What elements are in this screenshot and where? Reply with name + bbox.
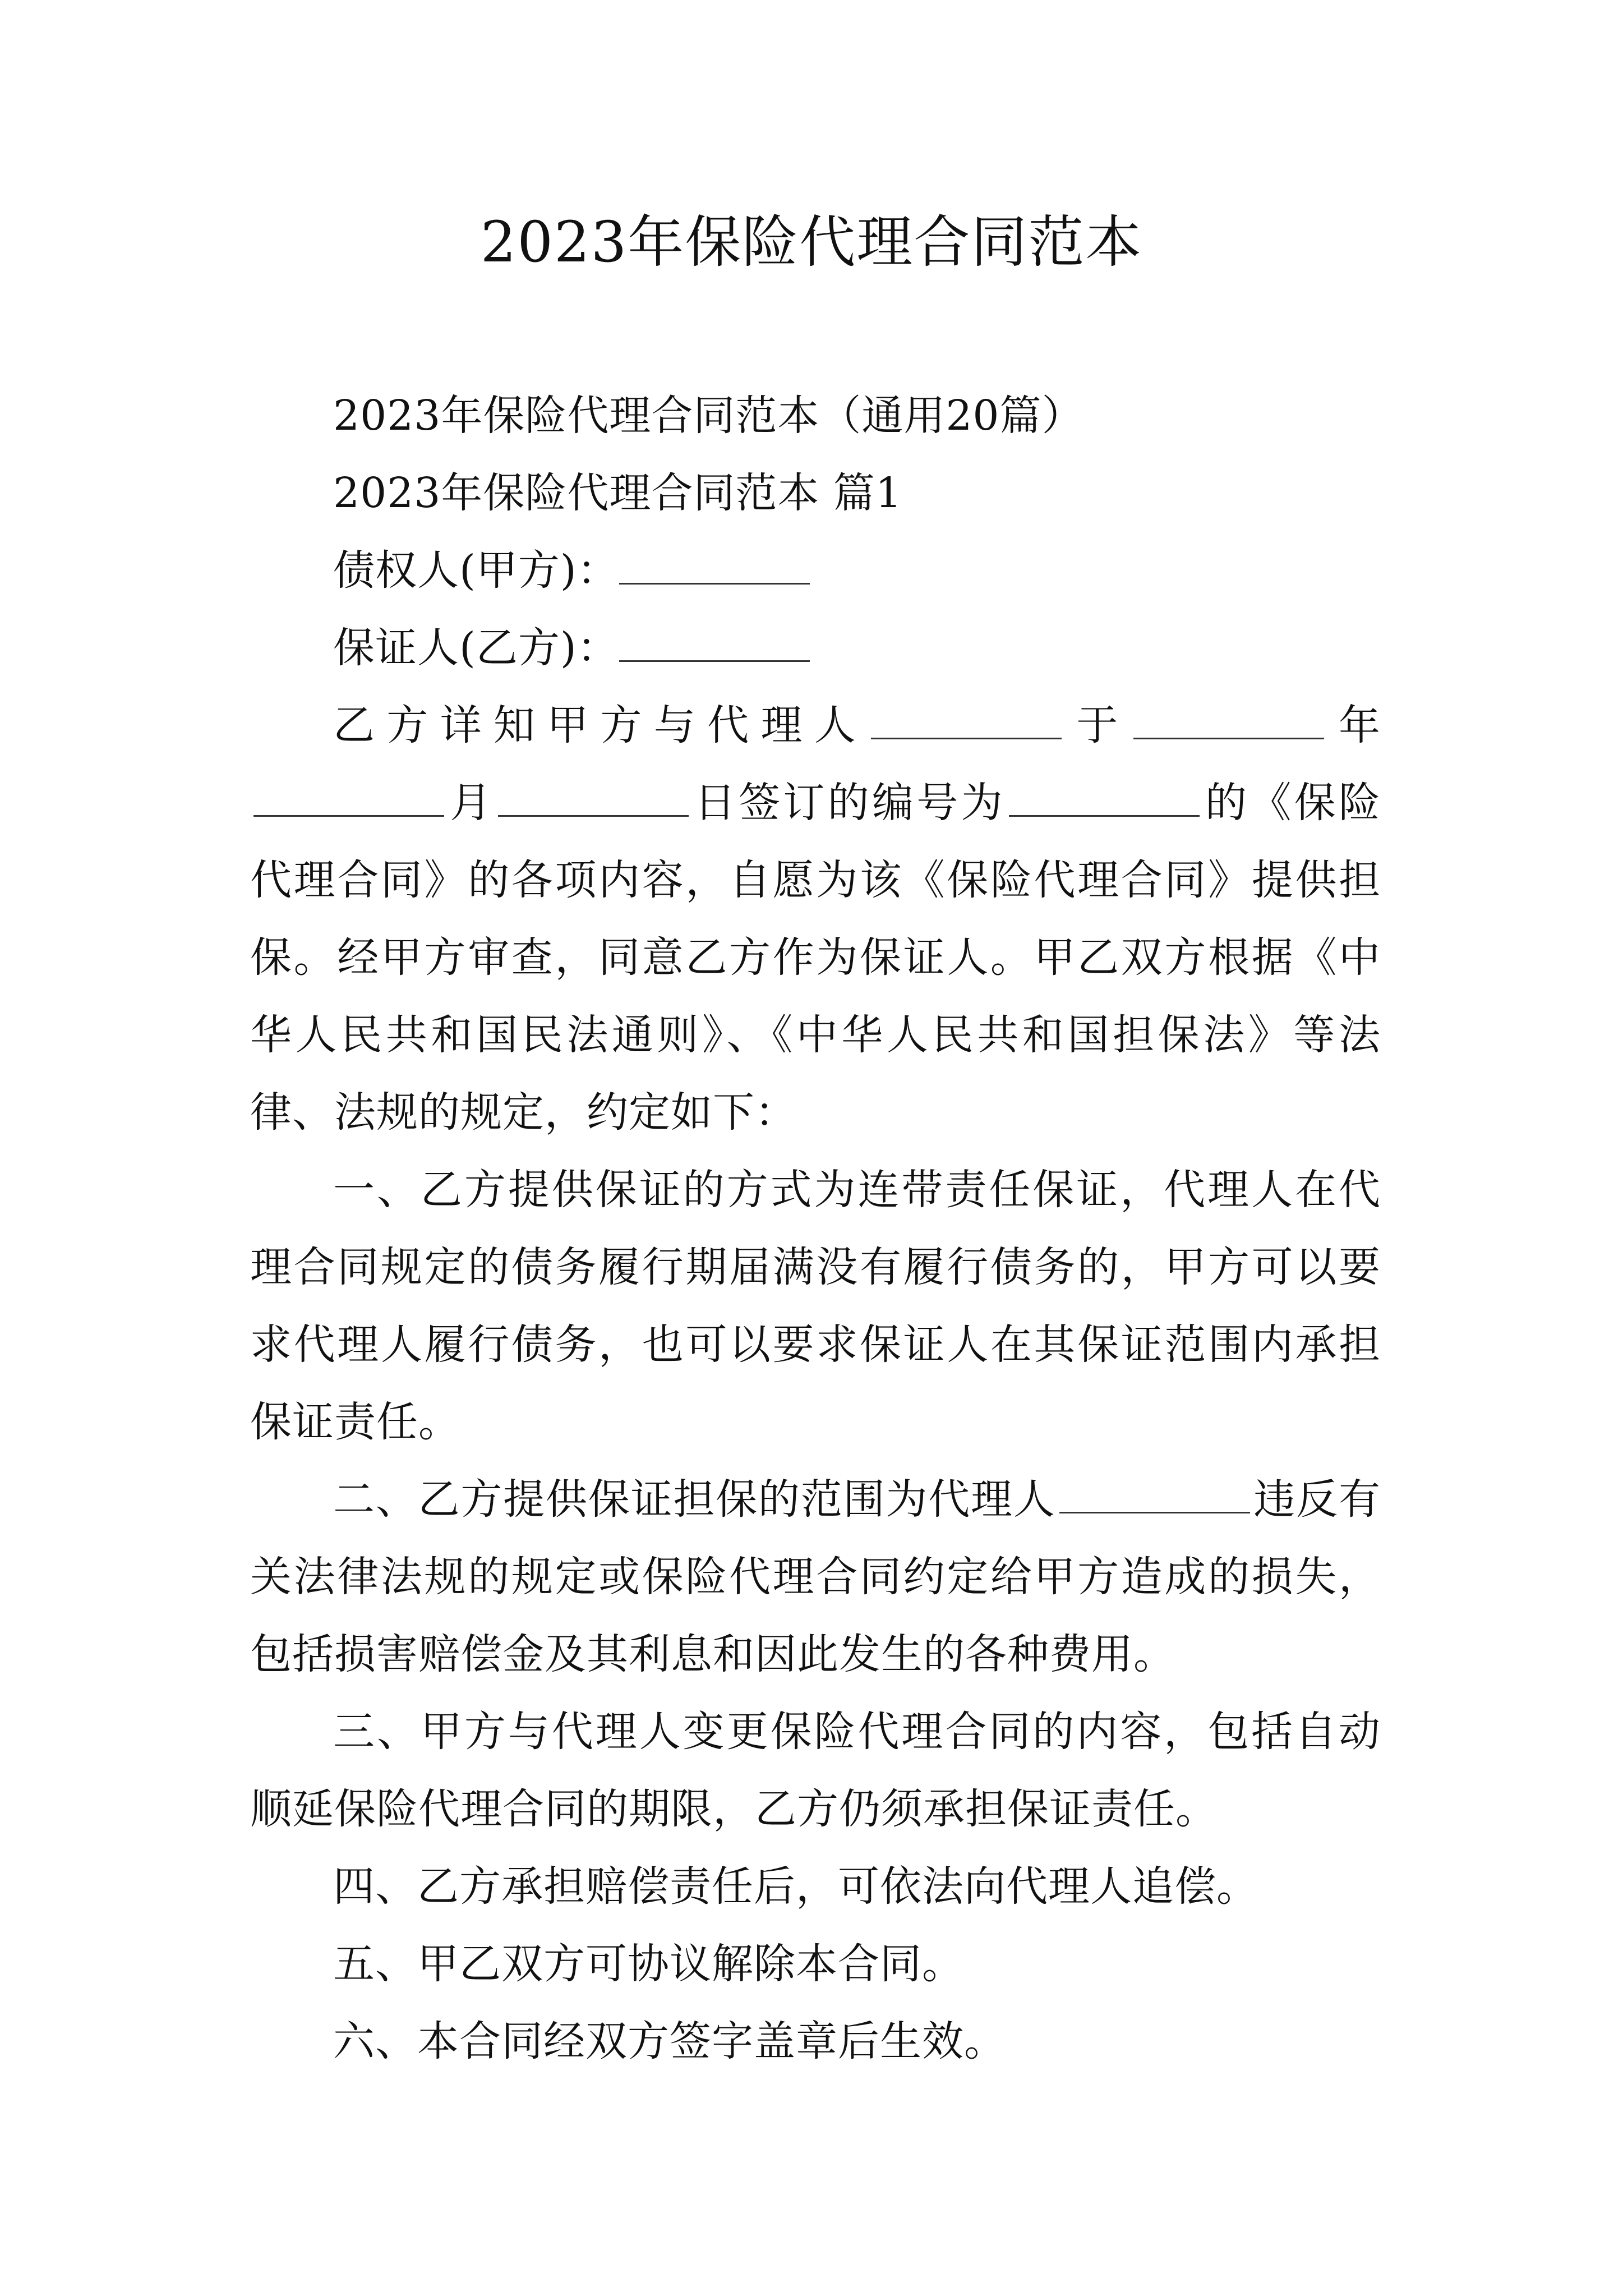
document-title: 2023年保险代理合同范本 xyxy=(480,209,1143,275)
clause-2-text-2: 违反有关法律法规的规定或保险代理合同约定给甲方造成的损失，包括损害赔偿金及其利息和因此发生的各种费用。 xyxy=(250,1475,1381,1678)
creditor-label: 债权人(甲方)： xyxy=(333,546,619,595)
month-blank xyxy=(253,778,444,817)
clause-2-text-1: 二、乙方提供保证担保的范围为代理人 xyxy=(333,1475,1056,1524)
day-blank xyxy=(498,778,689,817)
intro-text-3: 年 xyxy=(1327,701,1381,749)
intro-text-6: 的《保险代理合同》的各项内容，自愿为该《保险代理合同》提供担保。经甲方审查，同意乙方作为保证人。甲乙双方根据《中华人民共和国民法通则》、《中华人民共和国担保法》等法律、法规的规定，约定如下： xyxy=(250,779,1381,1137)
intro-text-2: 于 xyxy=(1065,701,1130,749)
intro-text-1: 乙方详知甲方与代理人 xyxy=(333,701,868,749)
clause-2 xyxy=(250,1461,1381,1693)
agent-name-blank xyxy=(871,701,1062,739)
year-blank xyxy=(1133,701,1324,739)
document-body xyxy=(250,377,1381,2080)
clause-3: 三、甲方与代理人变更保险代理合同的内容，包括自动顺延保险代理合同的期限，乙方仍须承担保证责任。 xyxy=(250,1708,1381,1833)
clause-4: 四、乙方承担赔偿责任后，可依法向代理人追偿。 xyxy=(333,1862,1258,1911)
document-subtitle: 2023年保险代理合同范本（通用20篇） xyxy=(333,392,1084,440)
clause-1: 一、乙方提供保证的方式为连带责任保证，代理人在代理合同规定的债务履行期届满没有履行债务的，甲方可以要求代理人履行债务，也可以要求保证人在其保证范围内承担保证责任。 xyxy=(250,1166,1381,1446)
guarantor-blank xyxy=(619,623,810,662)
intro-paragraph xyxy=(250,687,1381,1151)
clause-5: 五、甲乙双方可协议解除本合同。 xyxy=(333,1940,964,1988)
intro-text-4: 月 xyxy=(448,779,495,827)
contract-number-blank xyxy=(1009,778,1200,817)
creditor-blank xyxy=(619,546,810,585)
agent-blank xyxy=(1059,1475,1250,1513)
guarantor-label: 保证人(乙方)： xyxy=(333,624,619,672)
creditor-line xyxy=(250,532,1381,609)
section-heading: 2023年保险代理合同范本 篇1 xyxy=(333,469,902,517)
guarantor-line xyxy=(250,609,1381,687)
intro-text-5: 日签订的编号为 xyxy=(691,779,1006,827)
clause-6: 六、本合同经双方签字盖章后生效。 xyxy=(333,2017,1006,2065)
